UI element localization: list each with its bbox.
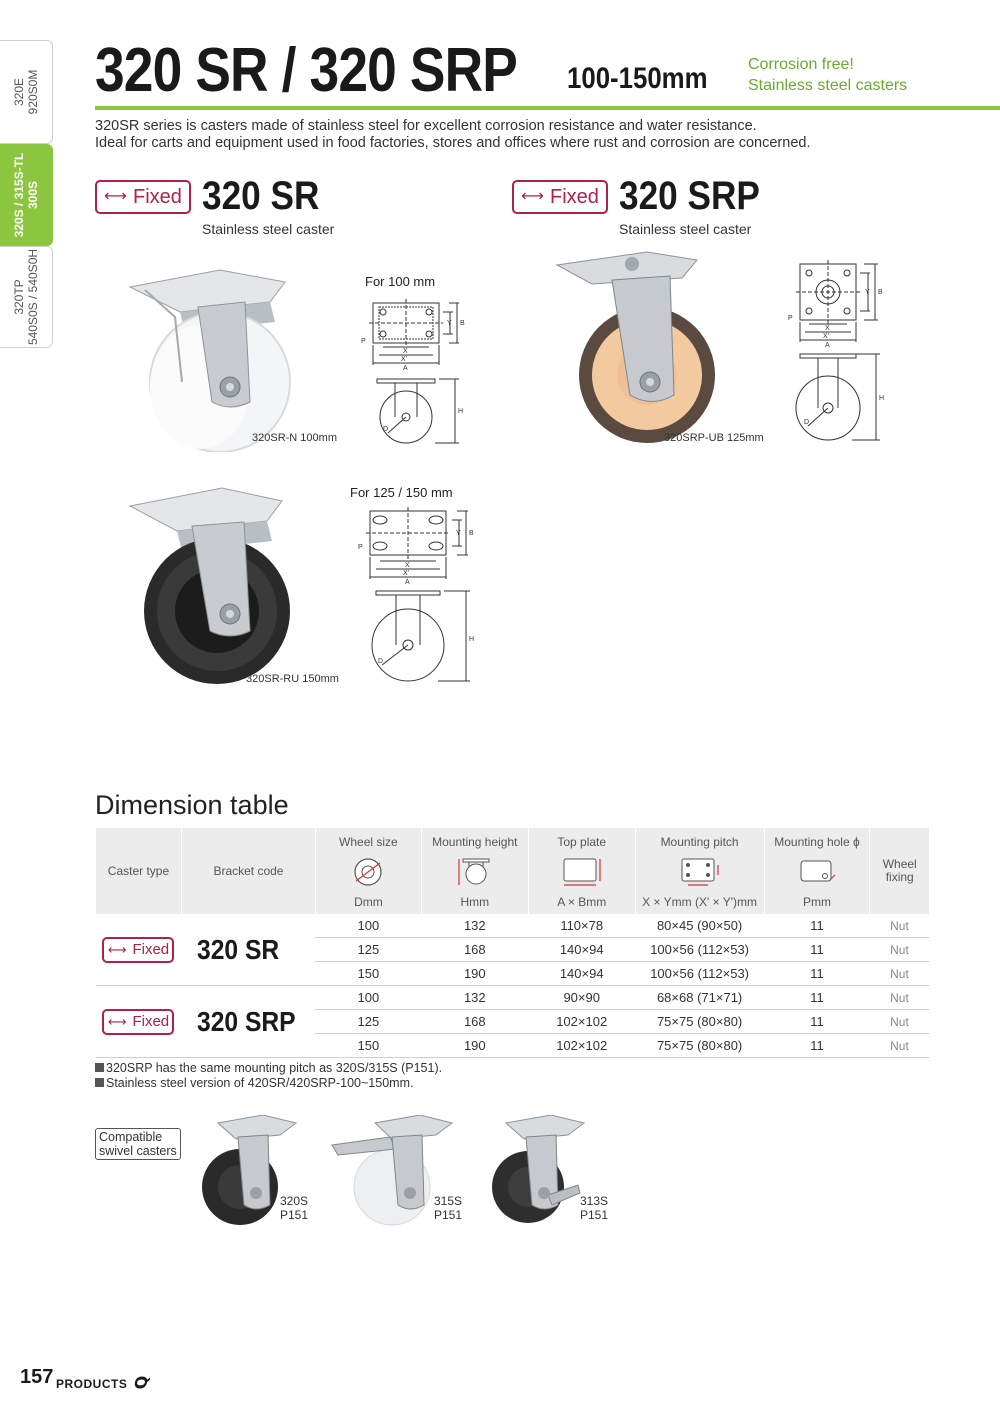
pitch-value: 75×75	[656, 1014, 694, 1029]
dim-label-a: A	[825, 342, 830, 349]
cell-wheel-size: 125	[315, 1010, 421, 1034]
dim-label-b: B	[460, 320, 465, 327]
header-mounting-height	[421, 828, 528, 914]
top-plate-icon	[560, 857, 604, 887]
dim-label-p: P	[788, 315, 793, 322]
cell-mounting-pitch	[635, 986, 764, 1010]
pitch-value: 100×56	[650, 966, 694, 981]
cell-wheel-fixing: Nut	[870, 1010, 929, 1034]
header-unit: Dmm	[354, 895, 383, 909]
header-mounting-hole	[764, 828, 870, 914]
double-arrow-icon: ⟷	[107, 1014, 127, 1029]
caster-logo-icon: ℺	[134, 1375, 150, 1392]
badge-label: Fixed	[132, 1013, 170, 1030]
compatible-label-line: Compatible	[99, 1130, 163, 1144]
side-tab-line: 320TP	[12, 279, 26, 315]
cell-top-plate: 102×102	[528, 1010, 635, 1034]
pitch-value: 80×45	[656, 918, 694, 933]
cell-wheel-size: 150	[315, 962, 421, 986]
cell-top-plate: 140×94	[528, 962, 635, 986]
badge-label: Fixed	[550, 185, 599, 208]
note-text: 320SRP has the same mounting pitch as 320S/315S (P151).	[106, 1061, 443, 1075]
dim-label-d: D	[378, 658, 384, 665]
badge-label: Fixed	[133, 185, 182, 208]
cell-wheel-fixing: Nut	[870, 962, 929, 986]
cell-wheel-size: 100	[315, 986, 421, 1010]
pitch-alt-value: (112×53)	[697, 966, 749, 981]
side-tab-line: 320E	[12, 77, 26, 107]
mounting-hole-icon	[797, 857, 837, 887]
cell-mounting-pitch	[635, 914, 764, 938]
cell-mounting-hole: 11	[764, 986, 870, 1010]
header-label: Bracket code	[213, 864, 284, 878]
header-label: Caster type	[107, 864, 170, 878]
pitch-alt-value: (90×50)	[697, 918, 743, 933]
caster-photo-320sr-ru	[122, 486, 312, 686]
dim-label-h: H	[469, 636, 475, 643]
drawing-label-125-150: For 125 / 150 mm	[350, 485, 453, 500]
drawing-label-100: For 100 mm	[365, 274, 436, 289]
page-title: 320 SR / 320 SRP	[95, 36, 517, 105]
photo-caption: 320SRP-UB 125mm	[664, 432, 764, 444]
header-bracket-code	[181, 828, 315, 914]
header-unit: Pmm	[802, 895, 831, 909]
cell-mounting-pitch	[635, 1034, 764, 1058]
cell-mounting-height: 190	[421, 1034, 528, 1058]
compatible-label-line: swivel casters	[99, 1144, 177, 1158]
dim-label-x: X	[403, 348, 408, 355]
header-unit: Hmm	[460, 895, 490, 909]
pitch-value: 75×75	[656, 1038, 694, 1053]
side-tab-320s[interactable]	[0, 144, 53, 246]
header-caster-type	[96, 828, 182, 914]
dim-label-h: H	[458, 408, 464, 415]
dim-label-d: D	[804, 419, 810, 426]
header-label: Wheel fixing	[882, 857, 917, 884]
table-row	[96, 986, 930, 1010]
header-label: Wheel size	[339, 835, 398, 849]
pitch-value: 68×68	[656, 990, 694, 1005]
side-tab-320e[interactable]	[0, 40, 53, 144]
compatible-label	[95, 1128, 181, 1160]
cell-wheel-fixing: Nut	[870, 986, 929, 1010]
mounting-height-icon	[455, 857, 495, 887]
dim-label-b: B	[878, 289, 883, 296]
dim-label-a: A	[405, 579, 410, 586]
footer-products-label	[56, 1373, 150, 1393]
badge-label: Fixed	[132, 941, 170, 958]
cell-wheel-fixing: Nut	[870, 914, 929, 938]
cell-mounting-height: 168	[421, 1010, 528, 1034]
header-label: Mounting hole ϕ	[774, 835, 860, 849]
dim-label-xp: X'	[403, 570, 410, 577]
caster-type-cell	[96, 914, 182, 986]
side-tab-line: 540S0S / 540S0H	[26, 248, 40, 346]
cell-wheel-size: 150	[315, 1034, 421, 1058]
fixed-badge	[512, 180, 608, 214]
header-label: Mounting pitch	[660, 835, 739, 849]
pitch-alt-value: (112×53)	[697, 942, 749, 957]
technical-drawing-320srp	[780, 258, 900, 448]
header-top-plate	[528, 828, 635, 914]
cell-mounting-hole: 11	[764, 1034, 870, 1058]
fixed-badge	[102, 1009, 174, 1035]
pitch-alt-value: (80×80)	[697, 1038, 743, 1053]
product-subtitle: Stainless steel caster	[202, 221, 335, 237]
dim-label-y: Y	[447, 320, 452, 327]
dimension-table	[95, 828, 929, 1058]
caster-photo-320sr-n	[120, 262, 300, 452]
compatible-model: 320S	[280, 1194, 309, 1208]
side-tab-line: 300S	[26, 180, 40, 210]
double-arrow-icon: ⟷	[104, 188, 128, 205]
header-wheel-size	[315, 828, 421, 914]
compatible-model: 315S	[434, 1194, 463, 1208]
technical-drawing-100	[355, 295, 475, 455]
header-label: Top plate	[557, 835, 607, 849]
pitch-alt-value: (80×80)	[697, 1014, 743, 1029]
cell-wheel-fixing: Nut	[870, 938, 929, 962]
dim-label-x: X	[825, 325, 830, 332]
header-rule	[95, 106, 1000, 110]
header-mounting-pitch	[635, 828, 764, 914]
compatible-caption	[434, 1194, 462, 1222]
cell-mounting-hole: 11	[764, 938, 870, 962]
cell-top-plate: 110×78	[528, 914, 635, 938]
side-tab-320tp[interactable]	[0, 246, 53, 348]
note-text: Stainless steel version of 420SR/420SRP-100~150mm.	[106, 1076, 414, 1090]
dimension-table-title: Dimension table	[95, 790, 289, 820]
cell-mounting-hole: 11	[764, 962, 870, 986]
cell-mounting-pitch	[635, 938, 764, 962]
mounting-pitch-icon	[678, 857, 722, 887]
table-row	[96, 914, 930, 938]
intro-line-1: 320SR series is casters made of stainless steel for excellent corrosion resistance and water resistance.	[95, 118, 757, 134]
dim-label-p: P	[358, 544, 363, 551]
compatible-page: P151	[280, 1208, 309, 1222]
cell-wheel-size: 100	[315, 914, 421, 938]
product-subtitle: Stainless steel caster	[619, 221, 752, 237]
cell-mounting-pitch	[635, 962, 764, 986]
compatible-caption	[580, 1194, 608, 1222]
header-unit: X × Ymm (X' × Y')mm	[642, 895, 757, 909]
bullet-square-icon	[95, 1063, 104, 1072]
pitch-alt-value: (71×71)	[697, 990, 743, 1005]
cell-mounting-pitch	[635, 1010, 764, 1034]
side-tab-line: 920S0M	[26, 69, 40, 115]
cell-mounting-height: 190	[421, 962, 528, 986]
bracket-code-cell	[181, 986, 315, 1058]
page-number: 157	[20, 1366, 54, 1388]
cell-wheel-size: 125	[315, 938, 421, 962]
product-name-320sr: 320 SR	[202, 174, 320, 218]
pitch-value: 100×56	[650, 942, 694, 957]
compatible-caption	[280, 1194, 308, 1222]
bullet-square-icon	[95, 1078, 104, 1087]
table-note	[95, 1076, 413, 1090]
caster-photo-320srp-ub	[552, 250, 752, 450]
footer-label: PRODUCTS	[56, 1377, 128, 1391]
dim-label-d: D	[383, 426, 389, 433]
product-name-320srp: 320 SRP	[619, 174, 760, 218]
cell-wheel-fixing: Nut	[870, 1034, 929, 1058]
dim-label-y: Y	[456, 530, 461, 537]
cell-mounting-hole: 11	[764, 914, 870, 938]
tagline-stainless: Stainless steel casters	[748, 77, 908, 94]
fixed-badge	[95, 180, 191, 214]
cell-top-plate: 140×94	[528, 938, 635, 962]
wheel-size-icon	[350, 857, 386, 887]
dim-label-xp: X'	[823, 333, 830, 340]
intro-line-2: Ideal for carts and equipment used in food factories, stores and offices where rust and corrosion are concerned.	[95, 135, 811, 151]
dim-label-a: A	[403, 365, 408, 372]
dim-label-p: P	[361, 338, 366, 345]
bracket-code: 320 SR	[197, 933, 280, 965]
dim-label-b: B	[469, 530, 474, 537]
dim-label-h: H	[879, 395, 885, 402]
side-tab-line: 320S / 315S-TL	[12, 152, 26, 238]
compatible-page: P151	[434, 1208, 463, 1222]
cell-mounting-height: 132	[421, 986, 528, 1010]
cell-mounting-height: 168	[421, 938, 528, 962]
fixed-badge	[102, 937, 174, 963]
double-arrow-icon: ⟷	[107, 942, 127, 957]
caster-type-cell	[96, 986, 182, 1058]
table-note	[95, 1061, 442, 1075]
cell-mounting-height: 132	[421, 914, 528, 938]
header-wheel-fixing	[870, 828, 929, 914]
size-range: 100-150mm	[567, 62, 708, 95]
photo-caption: 320SR-N 100mm	[252, 432, 337, 444]
header-label: Mounting height	[432, 835, 518, 849]
double-arrow-icon: ⟷	[521, 188, 545, 205]
header-unit: A × Bmm	[557, 895, 607, 909]
bracket-code-cell	[181, 914, 315, 986]
dim-label-y: Y	[865, 289, 870, 296]
dim-label-xp: X'	[401, 356, 408, 363]
cell-top-plate: 102×102	[528, 1034, 635, 1058]
cell-top-plate: 90×90	[528, 986, 635, 1010]
compatible-page: P151	[580, 1208, 609, 1222]
bracket-code: 320 SRP	[197, 1005, 297, 1037]
tagline-corrosion: Corrosion free!	[748, 56, 854, 73]
dim-label-x: X	[405, 562, 410, 569]
photo-caption: 320SR-RU 150mm	[246, 673, 339, 685]
cell-mounting-hole: 11	[764, 1010, 870, 1034]
compatible-model: 313S	[580, 1194, 609, 1208]
technical-drawing-125-150	[352, 505, 482, 685]
